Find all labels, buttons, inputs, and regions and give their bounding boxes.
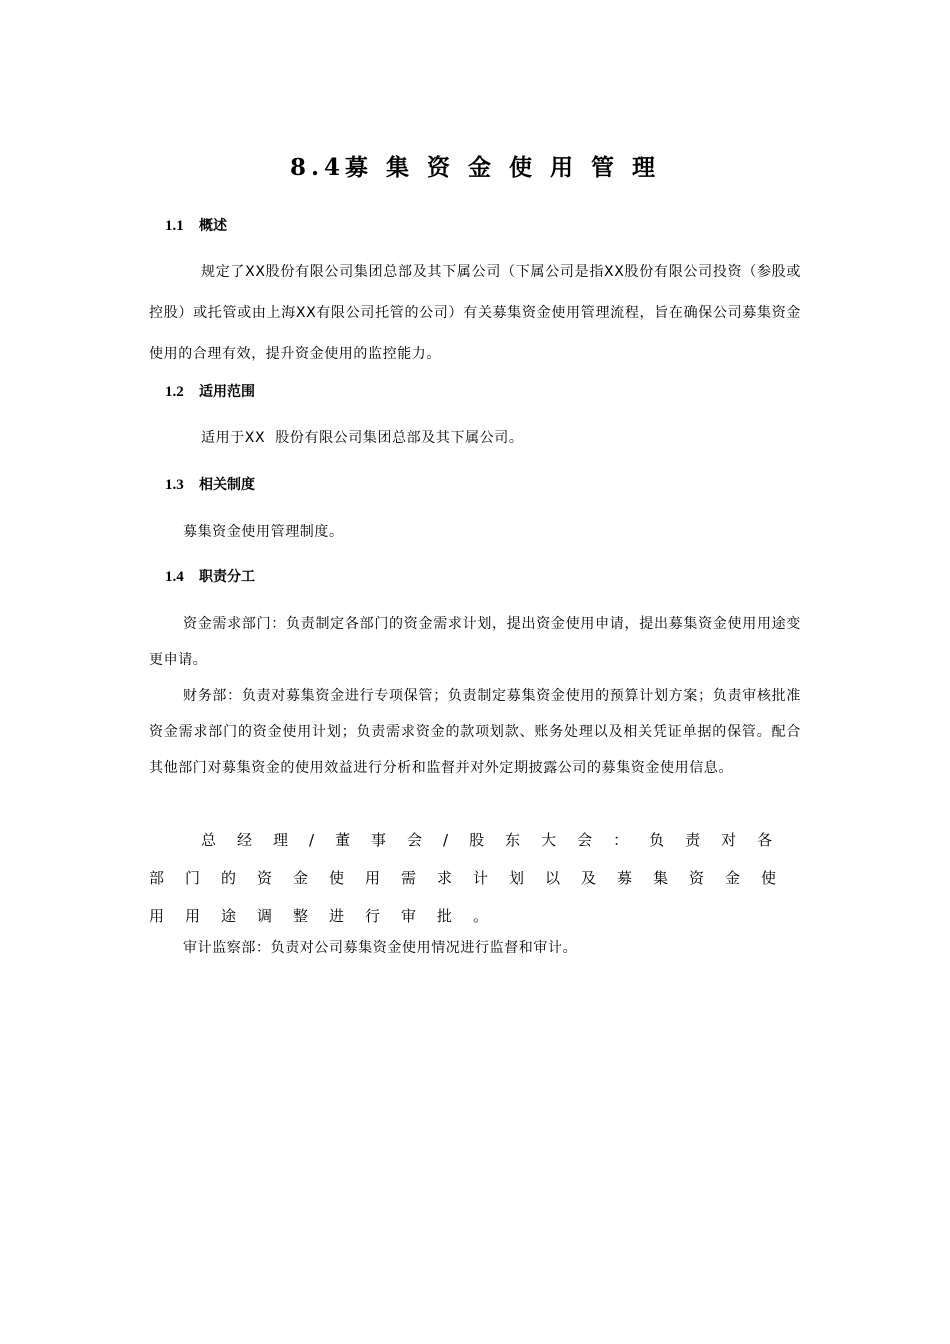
- section-heading-1-4: [165, 567, 255, 587]
- section-title: 适用范围: [199, 384, 255, 400]
- document-title: 8.4募 集 资 金 使 用 管 理: [289, 154, 661, 181]
- paragraph-duty-management: 总经理/董事会/股东大会：负责对各部门的资金使用需求计划以及募集资金使用用途调整进行审批。: [149, 831, 798, 925]
- paragraph-scope: 适用于XX 股份有限公司集团总部及其下属公司。: [201, 430, 524, 446]
- paragraph-duty-demand-dept: 资金需求部门：负责制定各部门的资金需求计划，提出资金使用申请，提出募集资金使用用途变更申请。: [149, 616, 801, 668]
- paragraph-related-rules: 募集资金使用管理制度。: [183, 524, 344, 540]
- section-number: 1.2: [165, 384, 184, 400]
- section-number: 1.1: [165, 218, 184, 234]
- section-heading-1-1: [165, 216, 227, 236]
- section-title: 相关制度: [199, 477, 255, 493]
- section-title: 概述: [199, 218, 227, 234]
- paragraph-overview: 规定了XX股份有限公司集团总部及其下属公司（下属公司是指XX股份有限公司投资（参股或控股）或托管或由上海XX有限公司托管的公司）有关募集资金使用管理流程，旨在确保公司募集资金使用的合理有效，提升资金使用的监控能力。: [149, 264, 801, 362]
- section-heading-1-2: [165, 382, 255, 402]
- paragraph-duty-finance: 财务部：负责对募集资金进行专项保管；负责制定募集资金使用的预算计划方案；负责审核批准资金需求部门的资金使用计划；负责需求资金的款项划款、账务处理以及相关凭证单据的保管。配合其他部门对募集资金的使用效益进行分析和监督并对外定期披露公司的募集资金使用信息。: [149, 688, 801, 776]
- section-title: 职责分工: [199, 569, 255, 585]
- section-heading-1-3: [165, 475, 255, 495]
- paragraph-duty-audit: 审计监察部：负责对公司募集资金使用情况进行监督和审计。: [183, 940, 578, 956]
- section-number: 1.4: [165, 569, 184, 585]
- section-number: 1.3: [165, 477, 184, 493]
